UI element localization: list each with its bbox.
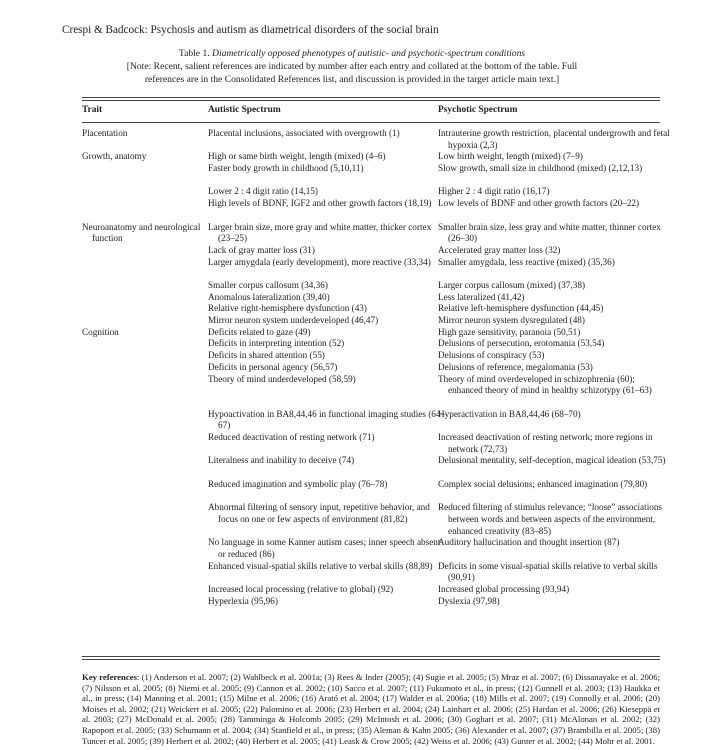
trait-cell: Placentation [82,128,128,138]
psychotic-cell: Dyslexia (97,98) [438,595,500,606]
psychotic-cell: Increased deactivation of resting network; more regions in network (72,73) [438,432,653,454]
autistic-cell: Lower 2 : 4 digit ratio (14,15) [208,186,318,197]
table-top-rule-2 [82,100,660,101]
psychotic-cell: Complex social delusions; enhanced imagination (79,80) [438,478,648,489]
psychotic-cell: Delusional mentality, self-deception, magical ideation (53,75) [438,455,666,466]
autistic-cell: Abnormal filtering of sensory input, repetitive behavior, and focus on one or few aspects of environment (81,82) [208,502,430,524]
table-top-rule [82,97,660,98]
table-row [82,303,604,315]
psychotic-cell: Smaller brain size, less gray and white matter, thinner cortex (26–30) [438,221,661,244]
psychotic-cell: Increased global processing (93,94) [438,584,570,595]
caption-note-line-1: [Note: Recent, salient references are indicated by number after each entry and collated at the bottom of the table. Full [126,61,578,72]
autistic-cell: High or same birth weight, length (mixed) (4–6) [208,151,386,162]
autistic-cell: Enhanced visual-spatial skills relative to verbal skills (88,89) [208,560,433,571]
psychotic-cell: Smaller amygdala, less reactive (mixed) (35,36) [438,256,615,267]
autistic-cell: Lack of gray matter loss (31) [208,244,315,255]
caption-note-line-2: references are in the Consolidated References list, and discussion is provided in the target article main text.] [144,74,560,85]
psychotic-cell: Reduced filtering of stimulus relevance; “loose” associations between words and between aspects of the environment, enhanced creativity (83–85) [438,502,663,536]
table-row [82,595,500,608]
key-references [82,672,660,746]
psychotic-cell: Delusions of persecution, erotomania (53,54) [438,338,605,349]
psychotic-cell: Less lateralized (41,42) [438,291,525,302]
caption-title-line [82,47,622,60]
psychotic-cell: Delusions of reference, megalomania (53) [438,361,593,372]
autistic-cell: Literalness and inability to deceive (74) [208,455,355,466]
autistic-cell: Anomalous lateralization (39,40) [208,291,330,302]
autistic-cell: Deficits related to gaze (49) [208,326,311,337]
key-references-text: : (1) Anderson et al. 2007; (2) Wahlbeck et al. 2001a; (3) Rees & Inder (2005); (4) Sugie et al. 2005; (5) Mraz et al. 2007; (6) Dissanayake et al. 2006; (7) Nilsson et al. 2005; (8) Niemi et al. 2005; (9) Cannon et al. 2002; (10) Sacco et al. 2007; (11) Fukumoto et al., in press; (12) Gunnell et al. 2003; (13) Haukka et al., in press; (14) Manning et al. 2001; (15) Milne et al. 2006; (16) Arató et al. 2004; (17) Walder et al. 2006a; (18) Mills et al. 2007; (19) Connolly et al. 2006; (20) Moises et al. 2002; (21) Weickert et al. 2005; (22) Palomino et al. 2006; (23) Herbert et al. 2004; (24) Lainhart et al. 2006; (25) Hardan et al. 2006; (26) Kieseppä et al. 2003; (27) McDonald et al. 2005; (28) Tamminga & Holcomb 2005; (29) McIntosh et al. 2006; (30) Goghari et al. 2007; (31) McAlonan et al. 2002; (32) Rapoport et al. 2005; (33) Schumann et al. 2004; (34) Stanfield et al., in press; (35) Aleman & Kahn 2005; (36) Alexander et al. 2007; (37) Brambilla et al. 2005; (38) Tuncer et al. 2005; (39) Herbert et al. 2002; (40) Herbert et al. 2005; (41) Leask & Crow 2005; (42) Weiss et al. 2006; (43) Gunter et al. 2002; (44) Mohr et al. 2001. [82,672,660,746]
psychotic-cell: Theory of mind overdeveloped in schizophrenia (60); enhanced theory of mind in healthy schizotypy (61–63) [438,373,652,396]
table-body [82,128,670,607]
table-row [82,315,585,327]
autistic-cell: Reduced imagination and symbolic play (76–78) [208,478,388,489]
table-row [82,244,561,257]
psychotic-cell: Deficits in some visual-spatial skills relative to verbal skills (90,91) [438,560,658,583]
table-row [82,502,663,537]
table-header [82,105,518,117]
header-autistic: Autistic Spectrum [208,105,281,115]
table-row [82,198,640,221]
running-head: Crespi & Badcock: Psychosis and autism as diametrical disorders of the social brain [62,24,439,36]
autistic-cell: Faster body growth in childhood (5,10,11) [208,163,364,174]
autistic-cell: Hypoactivation in BA8,44,46 in functional imaging studies (64–67) [208,408,446,431]
table-row [82,128,670,151]
table-bottom-rule-2 [82,659,660,660]
psychotic-cell: Intrauterine growth restriction, placental undergrowth and fetal hypoxia (2,3) [438,128,670,150]
psychotic-cell: Low birth weight, length (mixed) (7–9) [438,151,583,162]
autistic-cell: Relative right-hemisphere dysfunction (43) [208,303,367,314]
trait-cell: Growth, anatomy [82,151,147,162]
table-row [82,186,550,198]
table-row [82,151,583,163]
psychotic-cell: High gaze sensitivity, paranoia (50,51) [438,326,581,337]
autistic-cell: No language in some Kanner autism cases; inner speech absent or reduced (86) [208,537,441,559]
table-row [82,361,593,374]
table-row [82,163,643,186]
table-row [82,280,586,292]
autistic-cell: Deficits in personal agency (56,57) [208,361,338,372]
table-row [82,537,620,560]
autistic-cell: Increased local processing (relative to global) (92) [208,584,394,595]
autistic-cell: High levels of BDNF, IGF2 and other growth factors (18,19) [208,198,432,209]
psychotic-cell: Auditory hallucination and thought insertion (87) [438,537,620,548]
autistic-cell: Theory of mind underdeveloped (58,59) [208,373,356,384]
table-row [82,408,581,432]
autistic-cell: Smaller corpus callosum (34,36) [208,280,328,291]
table-row [82,455,666,478]
psychotic-cell: Slow growth, small size in childhood (mixed) (2,12,13) [438,163,643,174]
autistic-cell: Mirror neuron system underdeveloped (46,47) [208,315,379,326]
table-row [82,560,658,584]
autistic-cell: Reduced deactivation of resting network (71) [208,432,375,442]
autistic-cell: Larger brain size, more gray and white matter, thicker cortex (23–25) [208,221,432,244]
table-row [82,478,648,502]
psychotic-cell: Relative left-hemisphere dysfunction (44,45) [438,303,604,314]
psychotic-cell: Accelerated gray matter loss (32) [438,244,561,255]
table-caption [82,47,622,86]
table-bottom-rule [82,656,660,657]
table-row [82,338,605,350]
trait-cell: Cognition [82,326,119,337]
key-references-label: Key references [82,672,137,682]
psychotic-cell: Delusions of conspiracy (53) [438,350,545,361]
table-row [82,373,652,409]
autistic-cell: Hyperlexia (95,96) [208,595,278,606]
header-psychotic: Psychotic Spectrum [438,105,518,115]
autistic-cell: Larger amygdala (early development), more reactive (33,34) [208,256,431,267]
psychotic-cell: Low levels of BDNF and other growth factors (20–22) [438,198,640,209]
table-row [82,256,615,280]
table-row [82,326,581,339]
header-trait: Trait [82,105,103,115]
trait-cell: Neuroanatomy and neurological function [82,221,201,244]
table-row [82,584,570,596]
psychotic-cell: Hyperactivation in BA8,44,46 (68–70) [438,408,581,419]
psychotic-cell: Mirror neuron system dysregulated (48) [438,315,585,326]
table-row [82,221,661,245]
table-label: Table 1. [178,48,210,59]
autistic-cell: Placental inclusions, associated with overgrowth (1) [208,128,400,138]
autistic-cell: Deficits in interpreting intention (52) [208,338,345,349]
autistic-cell: Deficits in shared attention (55) [208,350,325,361]
psychotic-cell: Larger corpus callosum (mixed) (37,38) [438,280,586,291]
table-title: Diametrically opposed phenotypes of autistic- and psychotic-spectrum conditions [212,48,526,59]
table-row [82,350,545,362]
table-row [82,432,653,455]
table-row [82,291,525,304]
header-rule [82,122,660,123]
psychotic-cell: Higher 2 : 4 digit ratio (16,17) [438,186,550,197]
